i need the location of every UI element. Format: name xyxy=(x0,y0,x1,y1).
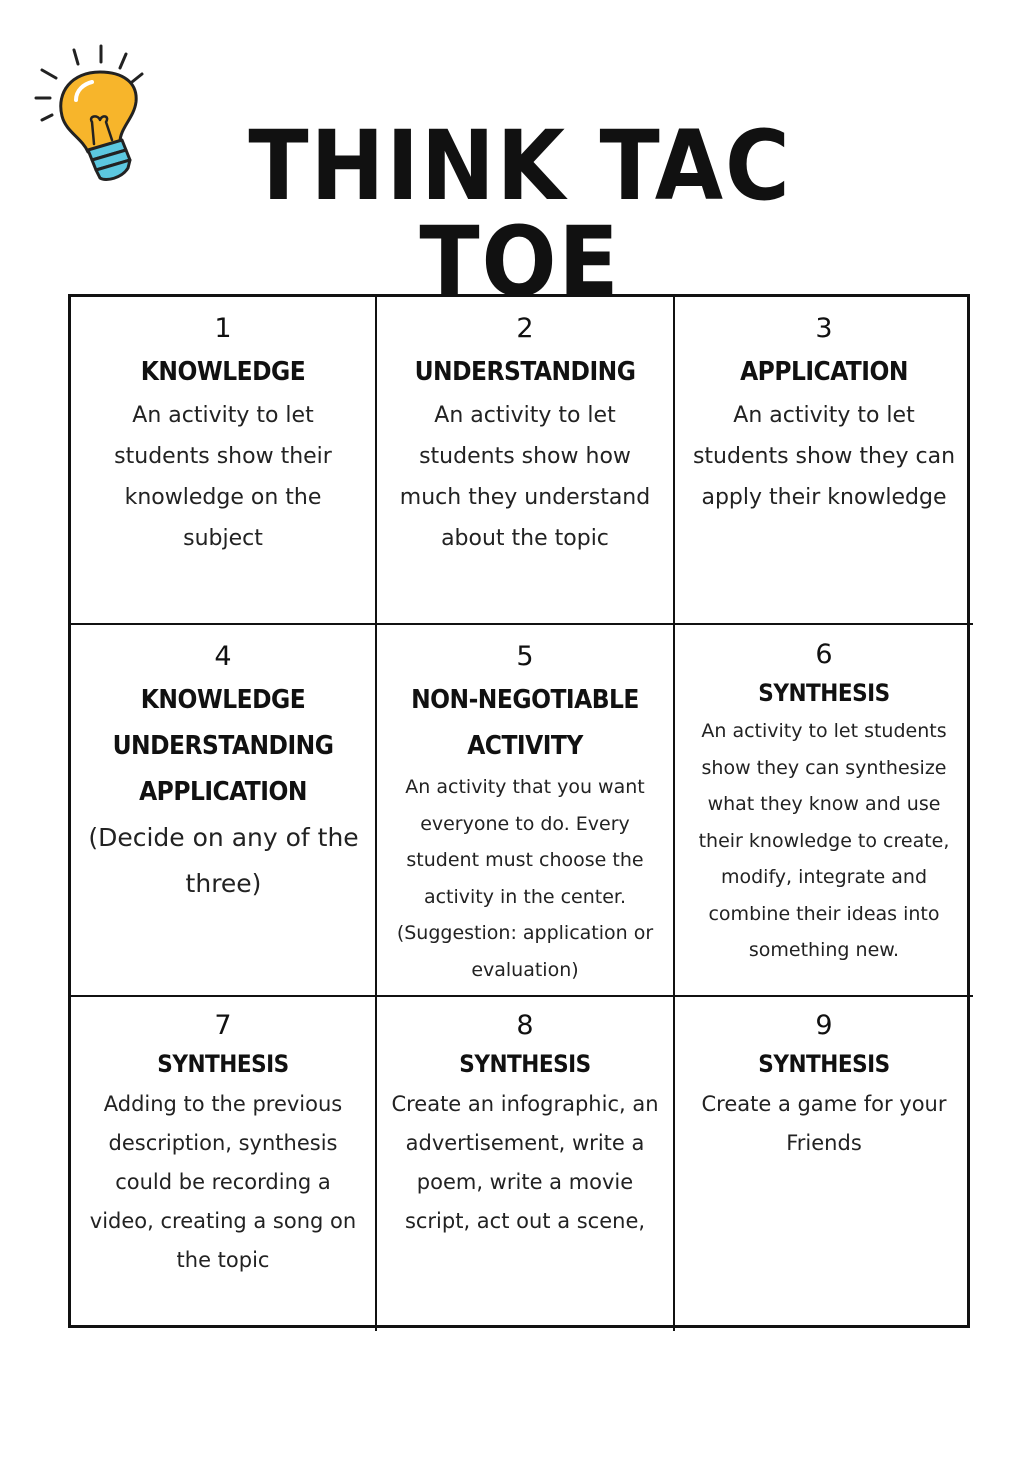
cell-heading: UNDERSTANDING xyxy=(414,357,636,387)
cell-number: 2 xyxy=(516,313,534,344)
page-title: THINK TAC TOE xyxy=(248,110,792,318)
grid-cell-9 xyxy=(675,997,973,1331)
cell-description: Create an infographic, an advertisement, write a poem, write a movie script, act out a scene, xyxy=(391,1092,659,1233)
cell-heading: SYNTHESIS xyxy=(459,1050,591,1078)
grid-cell-2 xyxy=(377,297,675,625)
cell-description: Adding to the previous description, synthesis could be recording a video, creating a song on the topic xyxy=(89,1092,357,1272)
cell-description: Create a game for your Friends xyxy=(701,1092,947,1155)
cell-number: 7 xyxy=(214,1010,232,1041)
cell-heading: SYNTHESIS xyxy=(758,1050,890,1078)
cell-number: 9 xyxy=(815,1010,833,1041)
grid-cell-1 xyxy=(71,297,377,625)
cell-heading: NON-NEGOTIABLE ACTIVITY xyxy=(411,685,639,761)
cell-heading: KNOWLEDGE UNDERSTANDING APPLICATION xyxy=(112,685,334,807)
cell-description: (Decide on any of the three) xyxy=(88,823,359,898)
grid-cell-6 xyxy=(675,625,973,997)
cell-number: 5 xyxy=(516,641,534,672)
cell-description: An activity to let students show their knowledge on the subject xyxy=(114,403,332,551)
grid-cell-4 xyxy=(71,625,377,997)
cell-description: An activity to let students show how much they understand about the topic xyxy=(399,403,651,551)
cell-number: 8 xyxy=(516,1010,534,1041)
cell-heading: APPLICATION xyxy=(740,357,908,387)
cell-description: An activity to let students show they can apply their knowledge xyxy=(692,403,956,510)
cell-number: 3 xyxy=(815,313,833,344)
cell-number: 4 xyxy=(214,641,232,672)
grid-cell-7 xyxy=(71,997,377,1331)
cell-heading: SYNTHESIS xyxy=(758,679,890,707)
grid-cell-5 xyxy=(377,625,675,997)
cell-heading: KNOWLEDGE xyxy=(140,357,306,387)
cell-number: 1 xyxy=(214,313,232,344)
cell-heading: SYNTHESIS xyxy=(157,1050,289,1078)
cell-description: An activity to let students show they can synthesize what they know and use their knowledge to create, modify, integrate and combine their ideas into something new. xyxy=(698,720,950,961)
cell-number: 6 xyxy=(815,639,833,670)
think-tac-toe-grid xyxy=(68,294,970,1328)
cell-description: An activity that you want everyone to do. Every student must choose the activity in the center. (Suggestion: application or evaluation) xyxy=(396,776,654,981)
grid-cell-3 xyxy=(675,297,973,625)
grid-cell-8 xyxy=(377,997,675,1331)
lightbulb-icon xyxy=(30,40,150,190)
